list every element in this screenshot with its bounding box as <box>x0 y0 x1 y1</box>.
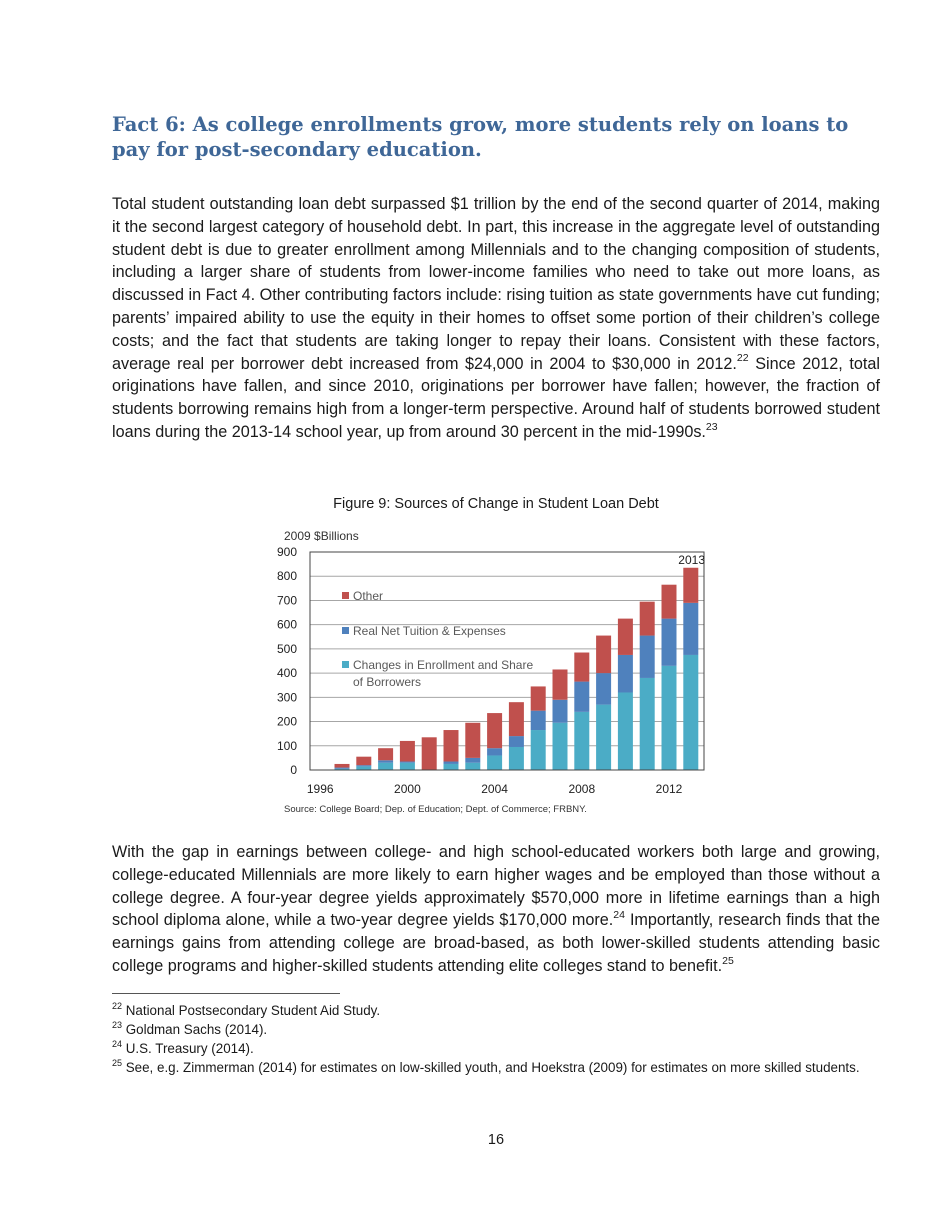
bar-segment-2008-s2 <box>574 653 589 682</box>
y-axis-label: 2009 $Billions <box>284 529 359 543</box>
bar-segment-1998-s0 <box>356 766 371 770</box>
bar-segment-2013-s1 <box>683 603 698 655</box>
y-tick-label: 800 <box>276 569 297 584</box>
x-tick-label: 2008 <box>568 782 596 796</box>
footnote-ref[interactable]: 24 <box>613 909 625 921</box>
bar-segment-2008-s1 <box>574 682 589 712</box>
bar-segment-2005-s0 <box>509 747 524 770</box>
bar-segment-2000-s0 <box>400 763 415 770</box>
bar-segment-2013-s2 <box>683 568 698 603</box>
bar-segment-2003-s2 <box>465 723 480 758</box>
y-tick-label: 0 <box>290 763 297 777</box>
chart-source: Source: College Board; Dep. of Education; Dept. of Commerce; FRBNY. <box>284 804 587 815</box>
bar-segment-2000-s1 <box>400 762 415 763</box>
bar-segment-1997-s2 <box>335 764 350 768</box>
y-tick-label: 300 <box>276 690 297 705</box>
footnote-divider <box>112 993 340 994</box>
y-tick-label: 600 <box>276 617 297 632</box>
footnote-ref[interactable]: 23 <box>705 420 718 433</box>
bar-segment-2006-s1 <box>531 711 546 730</box>
bar-segment-2012-s1 <box>662 619 677 666</box>
bar-segment-2012-s0 <box>662 666 677 770</box>
bar-segment-1999-s1 <box>378 760 393 762</box>
bar-segment-2003-s0 <box>465 763 480 770</box>
bar-segment-2002-s2 <box>444 730 459 761</box>
figure-title: Figure 9: Sources of Change in Student Loan Debt <box>333 496 659 512</box>
bar-segment-2009-s0 <box>596 705 611 770</box>
bar-segment-2009-s1 <box>596 673 611 704</box>
y-tick-label: 500 <box>276 641 297 656</box>
footnote-25 <box>112 1058 872 1077</box>
bar-segment-2003-s1 <box>465 758 480 763</box>
legend-label-enrollment-line2: of Borrowers <box>353 675 422 689</box>
bar-segment-1998-s2 <box>356 757 371 765</box>
legend-swatch-other <box>342 592 349 599</box>
bar-segment-2004-s0 <box>487 755 502 770</box>
paragraph-text: With the gap in earnings between college- and high school-educated workers both large and growing, college-educated Millennials are more likely to earn higher wages and be employed than those without a college degree. A four-year degree yields approximately $570,000 more in lifetime earnings than a high school diploma alone, while a two-year degree yields $170,000 more. <box>112 843 880 930</box>
bar-segment-1998-s1 <box>356 765 371 766</box>
x-tick-label: 2000 <box>394 782 421 796</box>
legend-swatch-tuition <box>342 627 349 634</box>
footnote-ref[interactable]: 25 <box>722 954 734 967</box>
bar-segment-2006-s2 <box>531 686 546 710</box>
y-tick-label: 700 <box>276 593 297 608</box>
bar-segment-2012-s2 <box>662 585 677 619</box>
bar-segment-2010-s1 <box>618 655 633 693</box>
footnote-number: 25 <box>112 1057 123 1068</box>
bar-segment-2005-s1 <box>509 736 524 747</box>
y-axis <box>277 545 297 777</box>
bar-segment-2007-s2 <box>553 669 568 699</box>
bar-segment-2011-s0 <box>640 678 655 770</box>
footnote-ref[interactable]: 22 <box>736 352 749 365</box>
y-tick-label: 200 <box>276 714 297 729</box>
paragraph-text: Total student outstanding loan debt surpassed $1 trillion by the end of the second quarter of 2014, making it the second largest category of household debt. In part, this increase in the aggregate level of outstanding student debt is due to greater enrollment among Millennials and to the changing composition of students, including a larger share of students from lower-income families who need to take out more loans, as discussed in Fact 4. Other contributing factors include: rising tuition as state governments have cut funding; parents’ impaired ability to use the equity in their homes to offset some portion of their children’s college costs; and the fact that students are taking longer to repay their loans. Consistent with these factors, average real per borrower debt increased from $24,000 in 2004 to $30,000 in 2012. <box>112 195 880 373</box>
footnote-22 <box>112 1001 872 1020</box>
bar-segment-2008-s0 <box>574 712 589 770</box>
footnote-text: See, e.g. Zimmerman (2014) for estimates on low-skilled youth, and Hoekstra (2009) for estimates on more skilled students. <box>122 1060 860 1075</box>
x-tick-label: 1996 <box>306 782 334 796</box>
bar-segment-2009-s2 <box>596 636 611 674</box>
footnote-text: Goldman Sachs (2014). <box>122 1022 268 1037</box>
bar-segment-2002-s0 <box>444 764 459 770</box>
bar-segment-2010-s2 <box>618 619 633 655</box>
bar-segment-1999-s0 <box>378 763 393 770</box>
bar-segment-2011-s1 <box>640 636 655 678</box>
page-number: 16 <box>487 1132 505 1148</box>
footnote-number: 23 <box>112 1019 123 1030</box>
legend-label-enrollment-line1: Changes in Enrollment and Share <box>353 658 534 672</box>
bar-segment-2007-s1 <box>553 700 568 723</box>
footnote-number: 22 <box>112 1000 123 1011</box>
footnote-text: National Postsecondary Student Aid Study. <box>122 1003 381 1018</box>
body-paragraph-1 <box>112 193 880 444</box>
bar-segment-2010-s0 <box>618 692 633 770</box>
annotation-2013: 2013 <box>678 553 705 567</box>
bar-segment-2004-s2 <box>487 713 502 748</box>
bar-segment-2004-s1 <box>487 748 502 755</box>
bar-segment-1997-s1 <box>335 768 350 769</box>
legend-swatch-enrollment <box>342 661 349 668</box>
body-paragraph-2 <box>112 841 880 978</box>
paragraph-text: Importantly, research finds that the earnings gains from attending college are broad-based, as both lower-skilled students attending basic college programs and higher-skilled students attending elite colleges stand to benefit. <box>112 911 880 975</box>
x-axis <box>307 782 683 796</box>
legend <box>342 589 533 689</box>
footnote-text: U.S. Treasury (2014). <box>122 1041 254 1056</box>
x-tick-label: 2004 <box>481 782 508 796</box>
bar-segment-2000-s2 <box>400 741 415 762</box>
bar-segment-2007-s0 <box>553 723 568 770</box>
legend-label-other: Other <box>353 589 384 603</box>
y-tick-label: 100 <box>276 738 297 753</box>
bar-segment-2005-s2 <box>509 702 524 736</box>
stacked-bar-chart <box>270 525 730 825</box>
bar-segment-2001-s2 <box>422 737 437 770</box>
footnote-24 <box>112 1039 872 1058</box>
section-heading: Fact 6: As college enrollments grow, more students rely on loans to pay for post-secondary education. <box>112 113 849 161</box>
legend-label-tuition: Real Net Tuition & Expenses <box>353 624 506 638</box>
bar-segment-2011-s2 <box>640 602 655 636</box>
bar-segment-2002-s1 <box>444 762 459 764</box>
y-tick-label: 400 <box>276 666 297 681</box>
bar-segment-2013-s0 <box>683 655 698 770</box>
bar-segment-2006-s0 <box>531 730 546 770</box>
bar-segment-1999-s2 <box>378 748 393 760</box>
x-tick-label: 2012 <box>655 782 683 796</box>
footnote-number: 24 <box>112 1038 123 1049</box>
y-tick-label: 900 <box>276 545 297 559</box>
footnote-23 <box>112 1020 872 1039</box>
paragraph-text: Since 2012, total originations have fallen, and since 2010, originations per borrower have fallen; however, the fraction of students borrowing remains high from a longer-term perspective. Around half of students borrowed student loans during the 2013-14 school year, up from around 30 percent in the mid-1990s. <box>112 354 880 441</box>
